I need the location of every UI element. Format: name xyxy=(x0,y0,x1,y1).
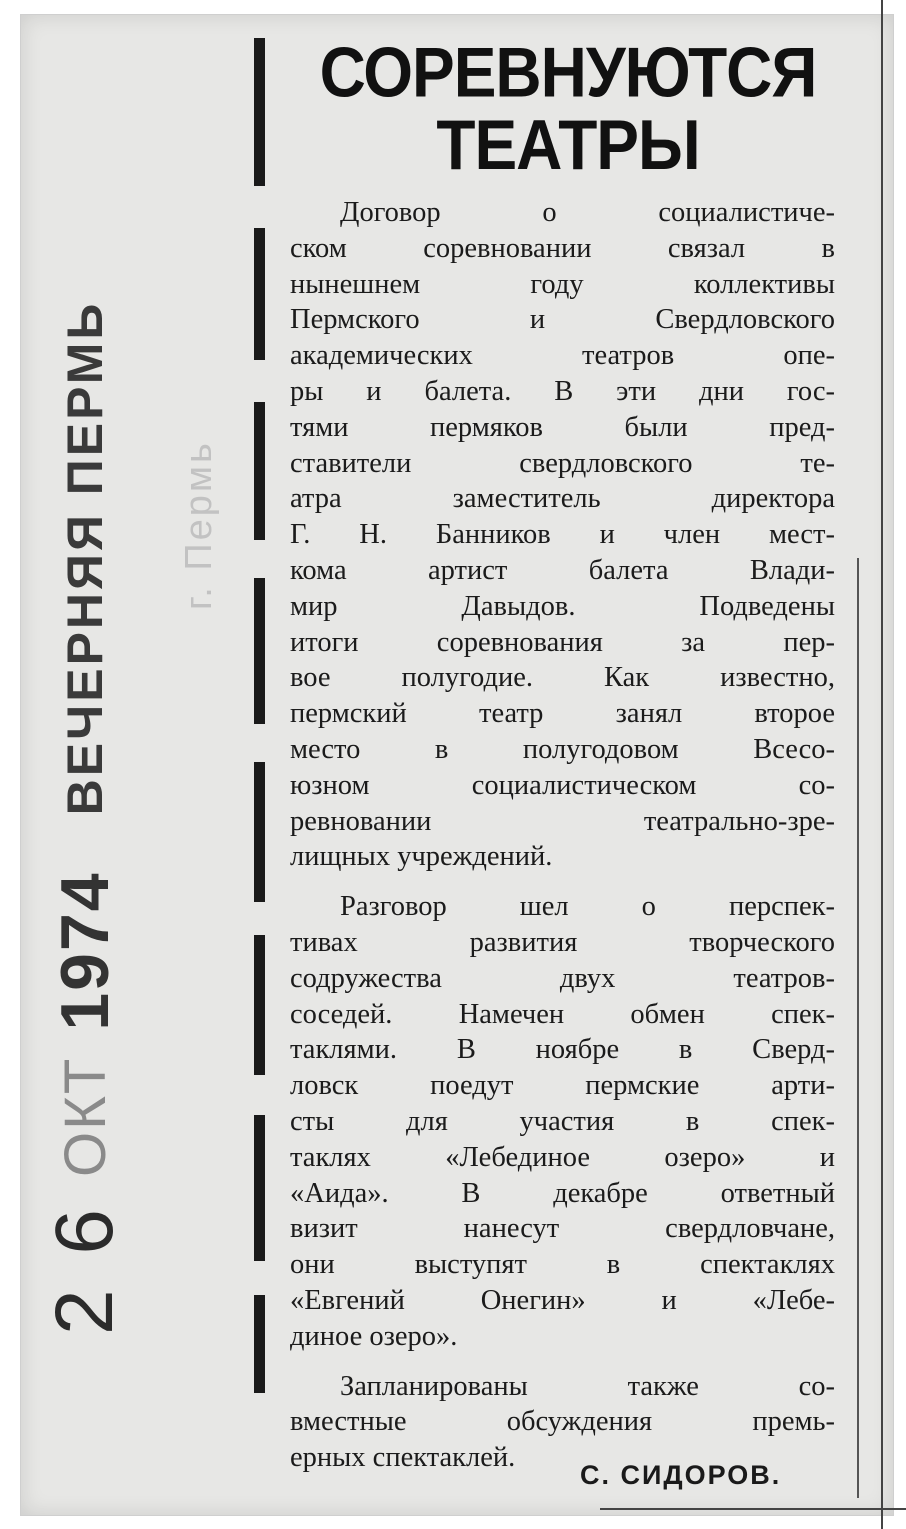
clipping-edge-bottom xyxy=(600,1508,906,1510)
column-rule-segment xyxy=(254,578,265,724)
column-divider-right xyxy=(857,558,859,1498)
article-line: место в полугодовом Всесо- xyxy=(290,733,835,765)
column-rule-segment xyxy=(254,762,265,902)
article-line: визит нанесут свердловчане, xyxy=(290,1213,835,1245)
article-line: они выступят в спектаклях xyxy=(290,1249,835,1281)
article-line: вое полугодие. Как известно, xyxy=(290,662,835,694)
article-line: соседей. Намечен обмен спек- xyxy=(290,998,835,1030)
article-line: пермский театр занял второе xyxy=(290,698,835,730)
article-line: вместные обсуждения премь- xyxy=(290,1406,835,1438)
headline xyxy=(298,32,838,185)
article-line: ловск поедут пермские арти- xyxy=(290,1070,835,1102)
article-line: содружества двух театров- xyxy=(290,962,835,994)
article-line: Пермского и Свердловского xyxy=(290,304,835,336)
article-line: ставители свердловского те- xyxy=(290,447,835,479)
article-line: ском соревновании связал в xyxy=(290,232,835,264)
stamp-date xyxy=(38,871,132,1335)
stamp-newspaper-name: ВЕЧЕРНЯЯ ПЕРМЬ xyxy=(57,300,113,816)
article-line: Договор о социалистиче- xyxy=(340,197,835,228)
column-rule-segment xyxy=(254,228,265,360)
faint-city-stamp: г. Пермь xyxy=(178,440,220,610)
headline-line: СОРЕВНУЮТСЯ xyxy=(319,32,817,112)
article-line: ревновании театрально-зре- xyxy=(290,805,835,837)
article-line: Запланированы также со- xyxy=(340,1370,835,1402)
article-line: академических театров опе- xyxy=(290,340,835,372)
clipping-edge-right xyxy=(881,0,883,1529)
article-line: кома артист балета Влади- xyxy=(290,554,835,586)
article-line: мир Давыдов. Подведены xyxy=(290,590,835,622)
paragraph-gap xyxy=(290,875,835,889)
article-line: сты для участия в спек- xyxy=(290,1105,835,1137)
article-line: итоги соревнования за пер- xyxy=(290,626,835,658)
article-line: атра заместитель директора xyxy=(290,483,835,515)
stamp-month: ОКТ xyxy=(52,1056,118,1177)
article-line: «Аида». В декабре ответный xyxy=(290,1177,835,1209)
stamp-day: 2 6 xyxy=(39,1203,130,1335)
article-body xyxy=(290,195,835,1476)
article-line: таклях «Лебединое озеро» и xyxy=(290,1141,835,1173)
column-rule-segment xyxy=(254,1295,265,1393)
column-rule-segment xyxy=(254,935,265,1075)
article-paragraph xyxy=(290,889,835,1354)
paragraph-gap xyxy=(290,1355,835,1369)
article-line: лищных учреждений. xyxy=(290,841,553,873)
article-line: Разговор шел о перспек- xyxy=(340,891,835,923)
author-signature: С. СИДОРОВ. xyxy=(580,1460,782,1490)
article-line: юзном социалистическом со- xyxy=(290,769,835,801)
article-line: Г. Н. Банников и член мест- xyxy=(290,519,835,551)
article-line: тивах развития творческого xyxy=(290,926,835,958)
article-line: «Евгений Онегин» и «Лебе- xyxy=(290,1284,835,1316)
article-line: диное озеро». xyxy=(290,1320,458,1352)
headline-line: ТЕАТРЫ xyxy=(436,105,700,185)
stamp-year: 1974 xyxy=(47,871,123,1031)
date-stamp xyxy=(5,15,165,1335)
article-line: таклями. В ноябре в Сверд- xyxy=(290,1034,835,1066)
column-rule-segment xyxy=(254,402,265,540)
column-rule-segment xyxy=(254,38,265,186)
article-line: нынешнем году коллективы xyxy=(290,268,835,300)
article-line: ры и балета. В эти дни гос- xyxy=(290,375,835,407)
article-line: ерных спектаклей. xyxy=(290,1442,516,1474)
column-rule-segment xyxy=(254,1115,265,1261)
article-line: тями пермяков были пред- xyxy=(290,411,835,443)
article-paragraph xyxy=(290,195,835,875)
